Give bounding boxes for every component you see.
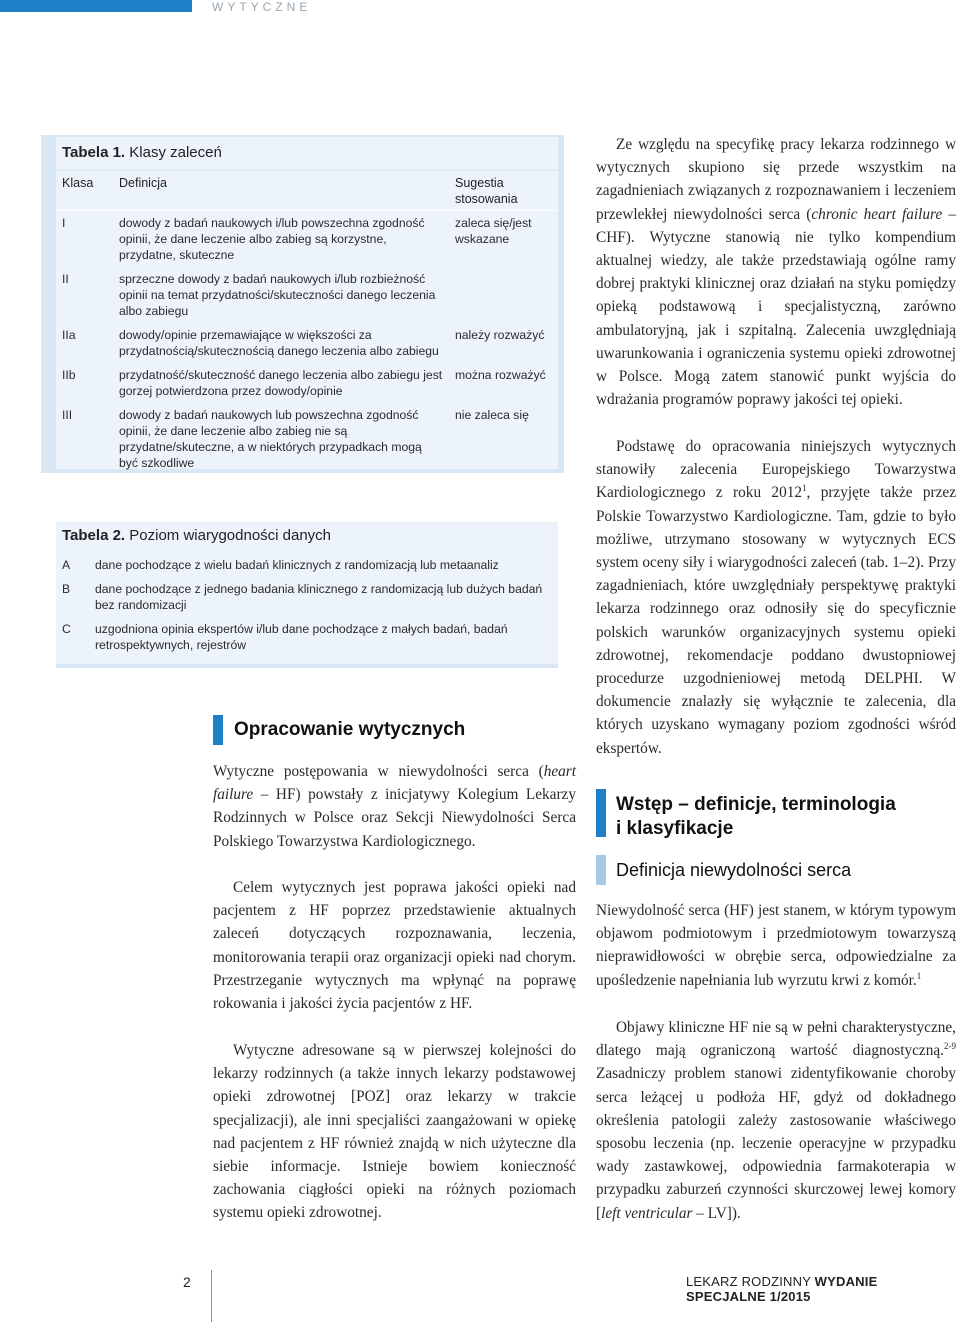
class-cell: II — [62, 272, 69, 286]
subheading-accent-bar — [596, 855, 606, 885]
class-cell: III — [62, 408, 73, 422]
section-heading-introduction: Wstęp – definicje, terminologia i klasyfikacje — [616, 794, 896, 839]
subsection-heading-definition: Definicja niewydolności serca — [616, 860, 852, 880]
recommendation-cell: można rozważyć — [455, 368, 546, 382]
table-1-header-class: Klasa — [62, 176, 94, 190]
definition-cell: dowody z badań naukowych lub powszechna zgodność opinii, że dane leczenie albo zabieg nie są przydatne/skuteczne, a w niektórych przypadkach mogą być szkodliwe — [119, 408, 422, 470]
class-cell: I — [62, 216, 66, 230]
class-cell: IIa — [62, 328, 76, 342]
definition-cell: dowody z badań naukowych i/lub powszechna zgodność opinii, że dane leczenie albo zabieg są korzystne, przydatne, skuteczne — [119, 216, 425, 262]
table-1-header-recommendation: Sugestia stosowania — [455, 176, 518, 206]
class-cell: IIb — [62, 368, 76, 382]
definition-cell: dowody/opinie przemawiające w większości za przydatnością/skutecznością danego leczenia albo zabiegu — [119, 328, 439, 358]
recommendation-cell: nie zaleca się — [455, 408, 529, 422]
level-cell: C — [62, 622, 71, 636]
paragraph: Podstawę do opracowania niniejszych wytycznych stanowiły zalecenia Europejskiego Towarzystwa Kardiologicznego z roku 2012$^1$, przyjęte także przez Polskie Towarzystwo Kardiologiczne. Tam, gdzie to było możliwe, utrzymano stosowany w wytycznych ECS system oceny siły i wiarygodności zaleceń (tab. 1–2). Przy zagadnieniach, które uwzględniały perspektywę praktyki lekarza rodzinnego oraz odnosiły się do specyficznie polskich warunków organizacyjnych systemu opieki zdrowotnej, rekomendacje poddano dwustopniowej procedurze uzgodnieniowej metodą DELPHI. W dokumencie znalazły się wyłącznie te zalecenia, dla których uzyskano wymagany poziom zgodności wśród ekspertów. — [596, 438, 957, 757]
paragraph: Celem wytycznych jest poprawa jakości opieki nad pacjentem z HF poprzez przedstawienie aktualnych zaleceń dotyczących rozpoznawania, leczenia, monitorowania terapii oraz organizacji opieki nad chorym. Przestrzeganie wytycznych ma wpłynąć na poprawę rokowania i jakości życia pacjentów z HF. — [213, 879, 576, 1013]
recommendation-cell: należy rozważyć — [455, 328, 545, 342]
paragraph: Ze względu na specyfikę pracy lekarza rodzinnego w wytycznych skupiono się przede wszystkim na zagadnieniach związanych z rozpoznawaniem i leczeniem przewlekłej niewydolności serca (chronic heart failure – CHF). Wytyczne stanowią nie tylko kompendium aktualnej wiedzy, ale także przedstawiają ogólne ramy dobrej praktyki klinicznej oraz działań na styku pomiędzy opieką podstawową i specjalistyczną, zarówno ambulatoryjną, jak i szpitalną. Zalecenia uwzględniają uwarunkowania i ograniczenia systemu opieki zdrowotnej w Polsce. Mogą zatem stanowić punkt wyjścia do wdrażania programów poprawy jakości tej opieki. — [596, 136, 956, 409]
table-2-title: Tabela 2. Poziom wiarygodności danych — [62, 527, 332, 544]
heading-accent-bar — [596, 789, 606, 837]
level-description-cell: dane pochodzące z jednego badania klinicznego z randomizacją lub dużych badań bez randomizacji — [95, 582, 543, 612]
paragraph: Wytyczne postępowania w niewydolności serca (heart failure – HF) powstały z inicjatywy Kolegium Lekarzy Rodzinnych w Polsce oraz Sekcji Niewydolności Serca Polskiego Towarzystwa Kardiologicznego. — [213, 763, 576, 850]
level-cell: A — [62, 558, 71, 572]
footer-divider — [211, 1270, 212, 1322]
journal-footer: LEKARZ RODZINNY WYDANIE SPECJALNE 1/2015 — [686, 1274, 878, 1304]
section-label: WYTYCZNE — [212, 0, 312, 14]
definition-cell: przydatność/skuteczność danego leczenia albo zabiegu jest gorzej potwierdzona przez dowody/opinie — [119, 368, 443, 398]
definition-cell: sprzeczne dowody z badań naukowych i/lub rozbieżność opinii na temat przydatności/skuteczności danego leczenia albo zabiegu — [119, 272, 436, 318]
table-1-title: Tabela 1. Klasy zaleceń — [62, 144, 222, 161]
page-number: 2 — [183, 1274, 191, 1290]
recommendation-cell: zaleca się/jest wskazane — [455, 216, 532, 246]
table-1-header-definition: Definicja — [119, 176, 167, 190]
paragraph: Wytyczne adresowane są w pierwszej kolejności do lekarzy rodzinnych (a także innych lekarzy podstawowej opieki zdrowotnej [POZ] oraz lekarzy w trakcie specjalizacji), ale inni specjaliści zaangażowani w opiekę nad pacjentem z HF również znajdą w nich użyteczne dla siebie informacje. Istnieje bowiem konieczność zachowania ciągłości opieki na różnych poziomach systemu opieki zdrowotnej. — [213, 1042, 576, 1222]
heading-accent-bar — [213, 715, 223, 745]
header-accent-bar — [0, 0, 192, 12]
level-description-cell: uzgodniona opinia ekspertów i/lub dane pochodzące z małych badań, badań retrospektywnych, rejestrów — [95, 622, 508, 652]
level-description-cell: dane pochodzące z wielu badań klinicznych z randomizacją lub metaanaliz — [95, 558, 499, 572]
section-heading-guidelines: Opracowanie wytycznych — [234, 719, 466, 740]
level-cell: B — [62, 582, 71, 596]
paragraph: Objawy kliniczne HF nie są w pełni charakterystyczne, dlatego mają ograniczoną wartość diagnostyczną.$^{2-9}$ Zasadniczy problem stanowi zidentyfikowanie choroby serca leżącej u podłoża HF, gdyż od dokładnego określenia patologii zależy zastosowanie właściwego sposobu leczenia (np. leczenie operacyjne w przypadku wady zastawkowej, odpowiednia farmakoterapia w przypadku zaburzeń czynności skurczowej lewej komory [left ventricular – LV]). — [596, 1019, 956, 1222]
table-divider — [56, 210, 558, 211]
paragraph: Niewydolność serca (HF) jest stanem, w którym typowym objawom podmiotowym i przedmiotowym towarzyszą nieprawidłowości w obrębie serca, odpowiedzialne za upośledzenie napełniania lub wyrzutu krwi z komór.$^1$ — [596, 902, 956, 989]
